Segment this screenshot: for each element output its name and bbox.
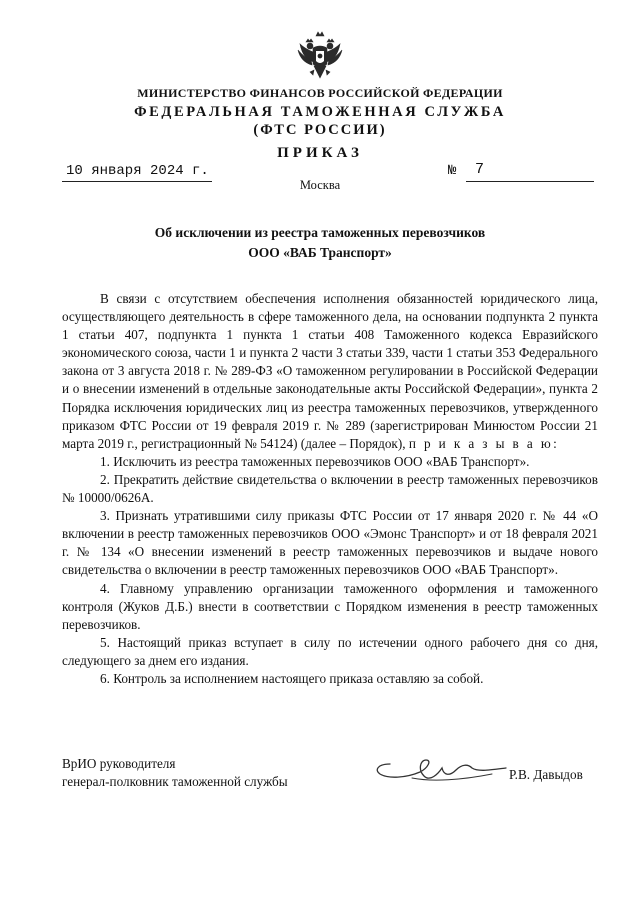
document-type: ПРИКАЗ [277,145,363,161]
document-body [62,290,598,688]
order-item-2: 2. Прекратить действие свидетельства о включении в реестр таможенных перевозчиков № 10000/0626А. [62,471,598,506]
document-city: Москва [299,178,341,192]
subject-line-2: ООО «ВАБ Транспорт» [248,245,392,260]
order-item-4: 4. Главному управлению организации таможенного оформления и таможенного контроля (Жуков Д.Б.) внести в соответствии с Порядком изменения в реестр таможенных перевозчиков. [62,580,598,632]
order-item-3: 3. Признать утратившими силу приказы ФТС России от 17 января 2020 г. № 44 «О включении в реестр таможенных перевозчиков ООО «Эмонс Транспорт» и от 18 февраля 2021 г. № 134 «О внесении изменений в реестр таможенных перевозчиков и выдаче нового свидетельства о включении в реестр таможенных перевозчиков ООО «ВАБ Транспорт». [62,508,598,578]
ministry-heading: МИНИСТЕРСТВО ФИНАНСОВ РОССИЙСКОЙ ФЕДЕРАЦИИ [137,86,503,100]
service-heading: ФЕДЕРАЛЬНАЯ ТАМОЖЕННАЯ СЛУЖБА [134,104,506,120]
order-item-1: 1. Исключить из реестра таможенных перевозчиков ООО «ВАБ Транспорт». [100,453,530,469]
signer-position [62,755,288,791]
order-item-5: 5. Настоящий приказ вступает в силу по истечении одного рабочего дня со дня, следующего за днем его издания. [62,634,598,668]
service-abbreviation: (ФТС РОССИИ) [253,122,387,138]
subject-line-1: Об исключении из реестра таможенных перевозчиков [154,225,486,240]
document-number: 7 [475,161,485,178]
order-item-6: 6. Контроль за исполнением настоящего приказа оставляю за собой. [100,670,484,686]
preamble-paragraph [62,290,598,453]
signer-position-line-2: генерал-полковник таможенной службы [62,774,288,789]
signer-name: Р.В. Давыдов [509,767,583,782]
handwritten-signature [372,752,512,786]
double-headed-eagle-emblem-icon [296,30,344,84]
preamble-text: В связи с отсутствием обеспечения исполнения обязанностей юридического лица, осуществляющего деятельность в сфере таможенного дела, на основании подпункта 2 пункта 1 статьи 407, подпункта 1 пункта 1 статьи 408 Таможенного кодекса Евразийского экономического союза, части 1 и пункта 2 части 3 статьи 339, части 1 статьи 353 Федерального закона от 3 августа 2018 г. № 289-ФЗ «О таможенном регулировании в Российской Федерации и о внесении изменений в отдельные законодательные акты Российской Федерации», пункта 2 Порядка исключения юридических лиц из реестра таможенных перевозчиков, утвержденного приказом ФТС России от 19 февраля 2019 г. № 289 (зарегистрирован Минюстом России 21 марта 2019 г., регистрационный № 54124) (далее – Порядок), [62,291,598,451]
number-label: № [448,163,457,179]
document-subject [0,223,640,263]
document-date: 10 января 2024 г. [66,163,209,179]
signer-position-line-1: ВрИО руководителя [62,756,176,771]
order-word: п р и к а з ы в а ю: [408,435,560,451]
